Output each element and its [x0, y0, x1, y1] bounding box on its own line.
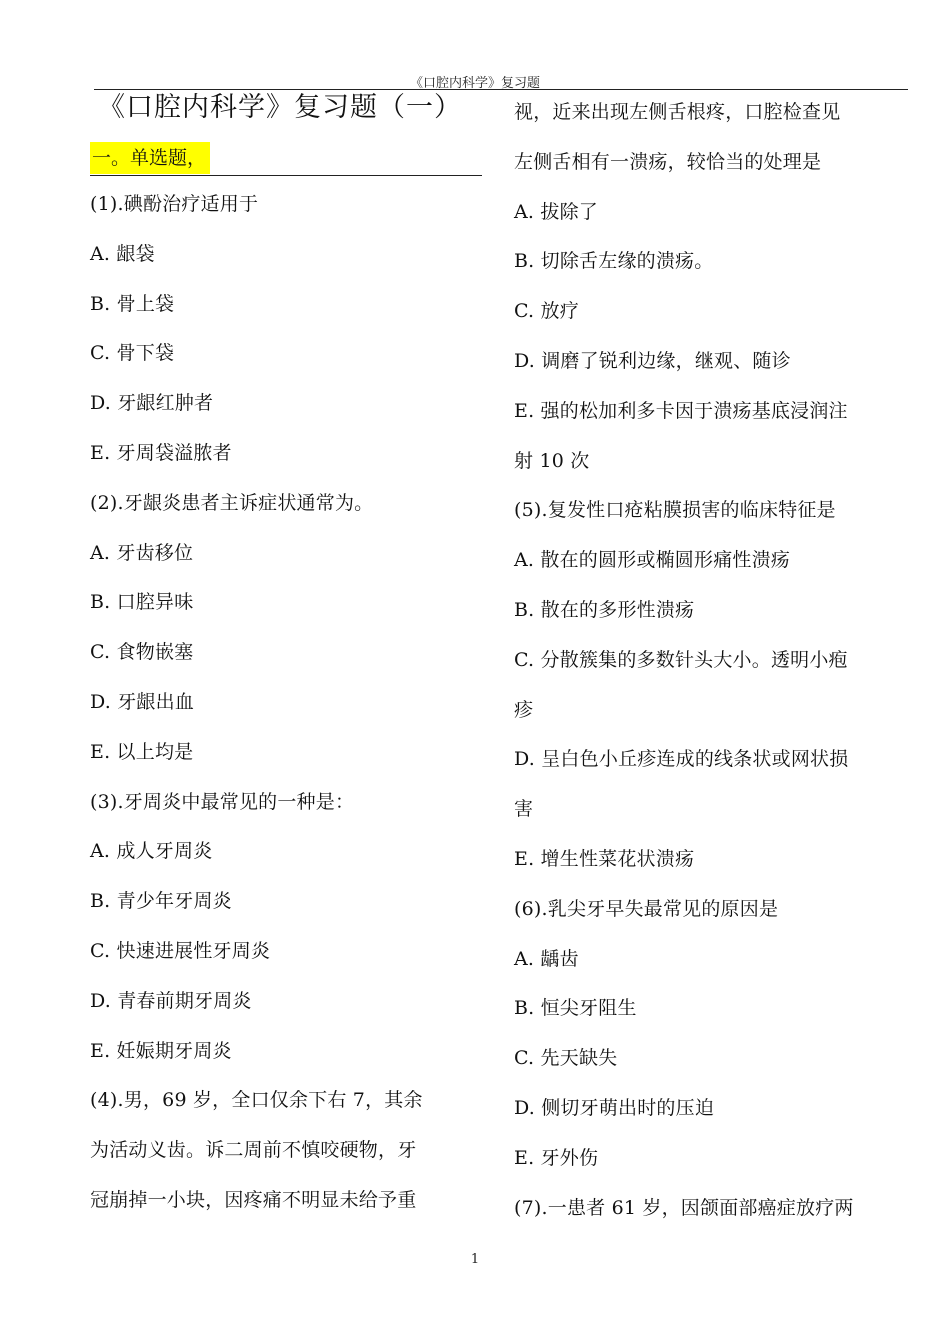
- text-line: D. 侧切牙萌出时的压迫: [514, 1096, 715, 1119]
- page-number: 1: [470, 1252, 480, 1267]
- text-line: E. 妊娠期牙周炎: [90, 1039, 232, 1062]
- text-line: E. 牙周袋溢脓者: [90, 441, 232, 464]
- text-line: E. 牙外伤: [514, 1146, 599, 1169]
- section-heading: 一。单选题，: [90, 142, 210, 174]
- text-line: 为活动义齿。诉二周前不慎咬硬物，牙: [90, 1139, 417, 1162]
- text-line: D. 牙龈红肿者: [90, 392, 214, 415]
- text-line: A. 龋齿: [514, 947, 579, 970]
- text-line: 视，近来出现左侧舌根疼，口腔检查见: [514, 101, 841, 123]
- text-line: A. 散在的圆形或椭圆形痛性溃疡: [514, 549, 791, 572]
- text-line: A. 牙齿移位: [90, 541, 194, 564]
- text-line: (4).男，69 岁，全口仅余下右 7，其余: [90, 1089, 423, 1112]
- text-line: E. 增生性菜花状溃疡: [514, 847, 695, 870]
- section-heading-block: [90, 134, 484, 180]
- right-question-list: [514, 88, 914, 1233]
- text-line: C. 骨下袋: [90, 342, 175, 365]
- text-line: 射 10 次: [514, 449, 590, 472]
- text-line: (6).乳尖牙早失最常见的原因是: [514, 897, 779, 920]
- text-line: C. 放疗: [514, 300, 579, 323]
- text-line: C. 分散簇集的多数针头大小。透明小疱: [514, 648, 848, 671]
- text-line: (7).一患者 61 岁，因颌面部癌症放疗两: [514, 1196, 854, 1219]
- text-line: (1).碘酚治疗适用于: [90, 193, 259, 215]
- text-line: B. 切除舌左缘的溃疡。: [514, 250, 714, 273]
- text-line: D. 牙龈出血: [90, 690, 195, 713]
- text-line: A. 拔除了: [514, 200, 599, 223]
- text-line: B. 青少年牙周炎: [90, 890, 232, 913]
- text-line: B. 恒尖牙阻生: [514, 997, 637, 1020]
- section-divider: [90, 175, 482, 176]
- text-line: C. 快速进展性牙周炎: [90, 939, 271, 962]
- left-column: [90, 88, 484, 1226]
- left-question-list: [90, 180, 484, 1226]
- text-line: A. 成人牙周炎: [90, 840, 213, 863]
- running-header: 《口腔内科学》复习题: [409, 76, 540, 91]
- right-column: [514, 88, 914, 1233]
- text-line: B. 散在的多形性溃疡: [514, 598, 695, 621]
- text-line: 害: [514, 798, 534, 821]
- text-line: D. 青春前期牙周炎: [90, 989, 252, 1012]
- text-line: D. 调磨了锐利边缘，继观、随诊: [514, 349, 791, 372]
- text-line: B. 口腔异味: [90, 591, 194, 614]
- document-title: 《口腔内科学》复习题（一）: [98, 92, 462, 123]
- text-line: C. 食物嵌塞: [90, 641, 194, 664]
- text-line: D. 呈白色小丘疹连成的线条状或网状损: [514, 748, 849, 771]
- text-line: B. 骨上袋: [90, 292, 175, 315]
- text-line: A. 龈袋: [90, 242, 155, 265]
- text-line: 疹: [514, 698, 534, 721]
- text-line: 左侧舌相有一溃疡，较恰当的处理是: [514, 150, 822, 173]
- text-line: 冠崩掉一小块，因疼痛不明显未给予重: [90, 1188, 417, 1211]
- text-line: (3).牙周炎中最常见的一种是：: [90, 790, 355, 813]
- text-line: C. 先天缺失: [514, 1047, 618, 1070]
- text-line: E. 强的松加利多卡因于溃疡基底浸润注: [514, 399, 848, 422]
- text-line: (2).牙龈炎患者主诉症状通常为。: [90, 491, 374, 514]
- text-line: E. 以上均是: [90, 740, 194, 763]
- text-line: (5).复发性口疮粘膜损害的临床特征是: [514, 499, 836, 522]
